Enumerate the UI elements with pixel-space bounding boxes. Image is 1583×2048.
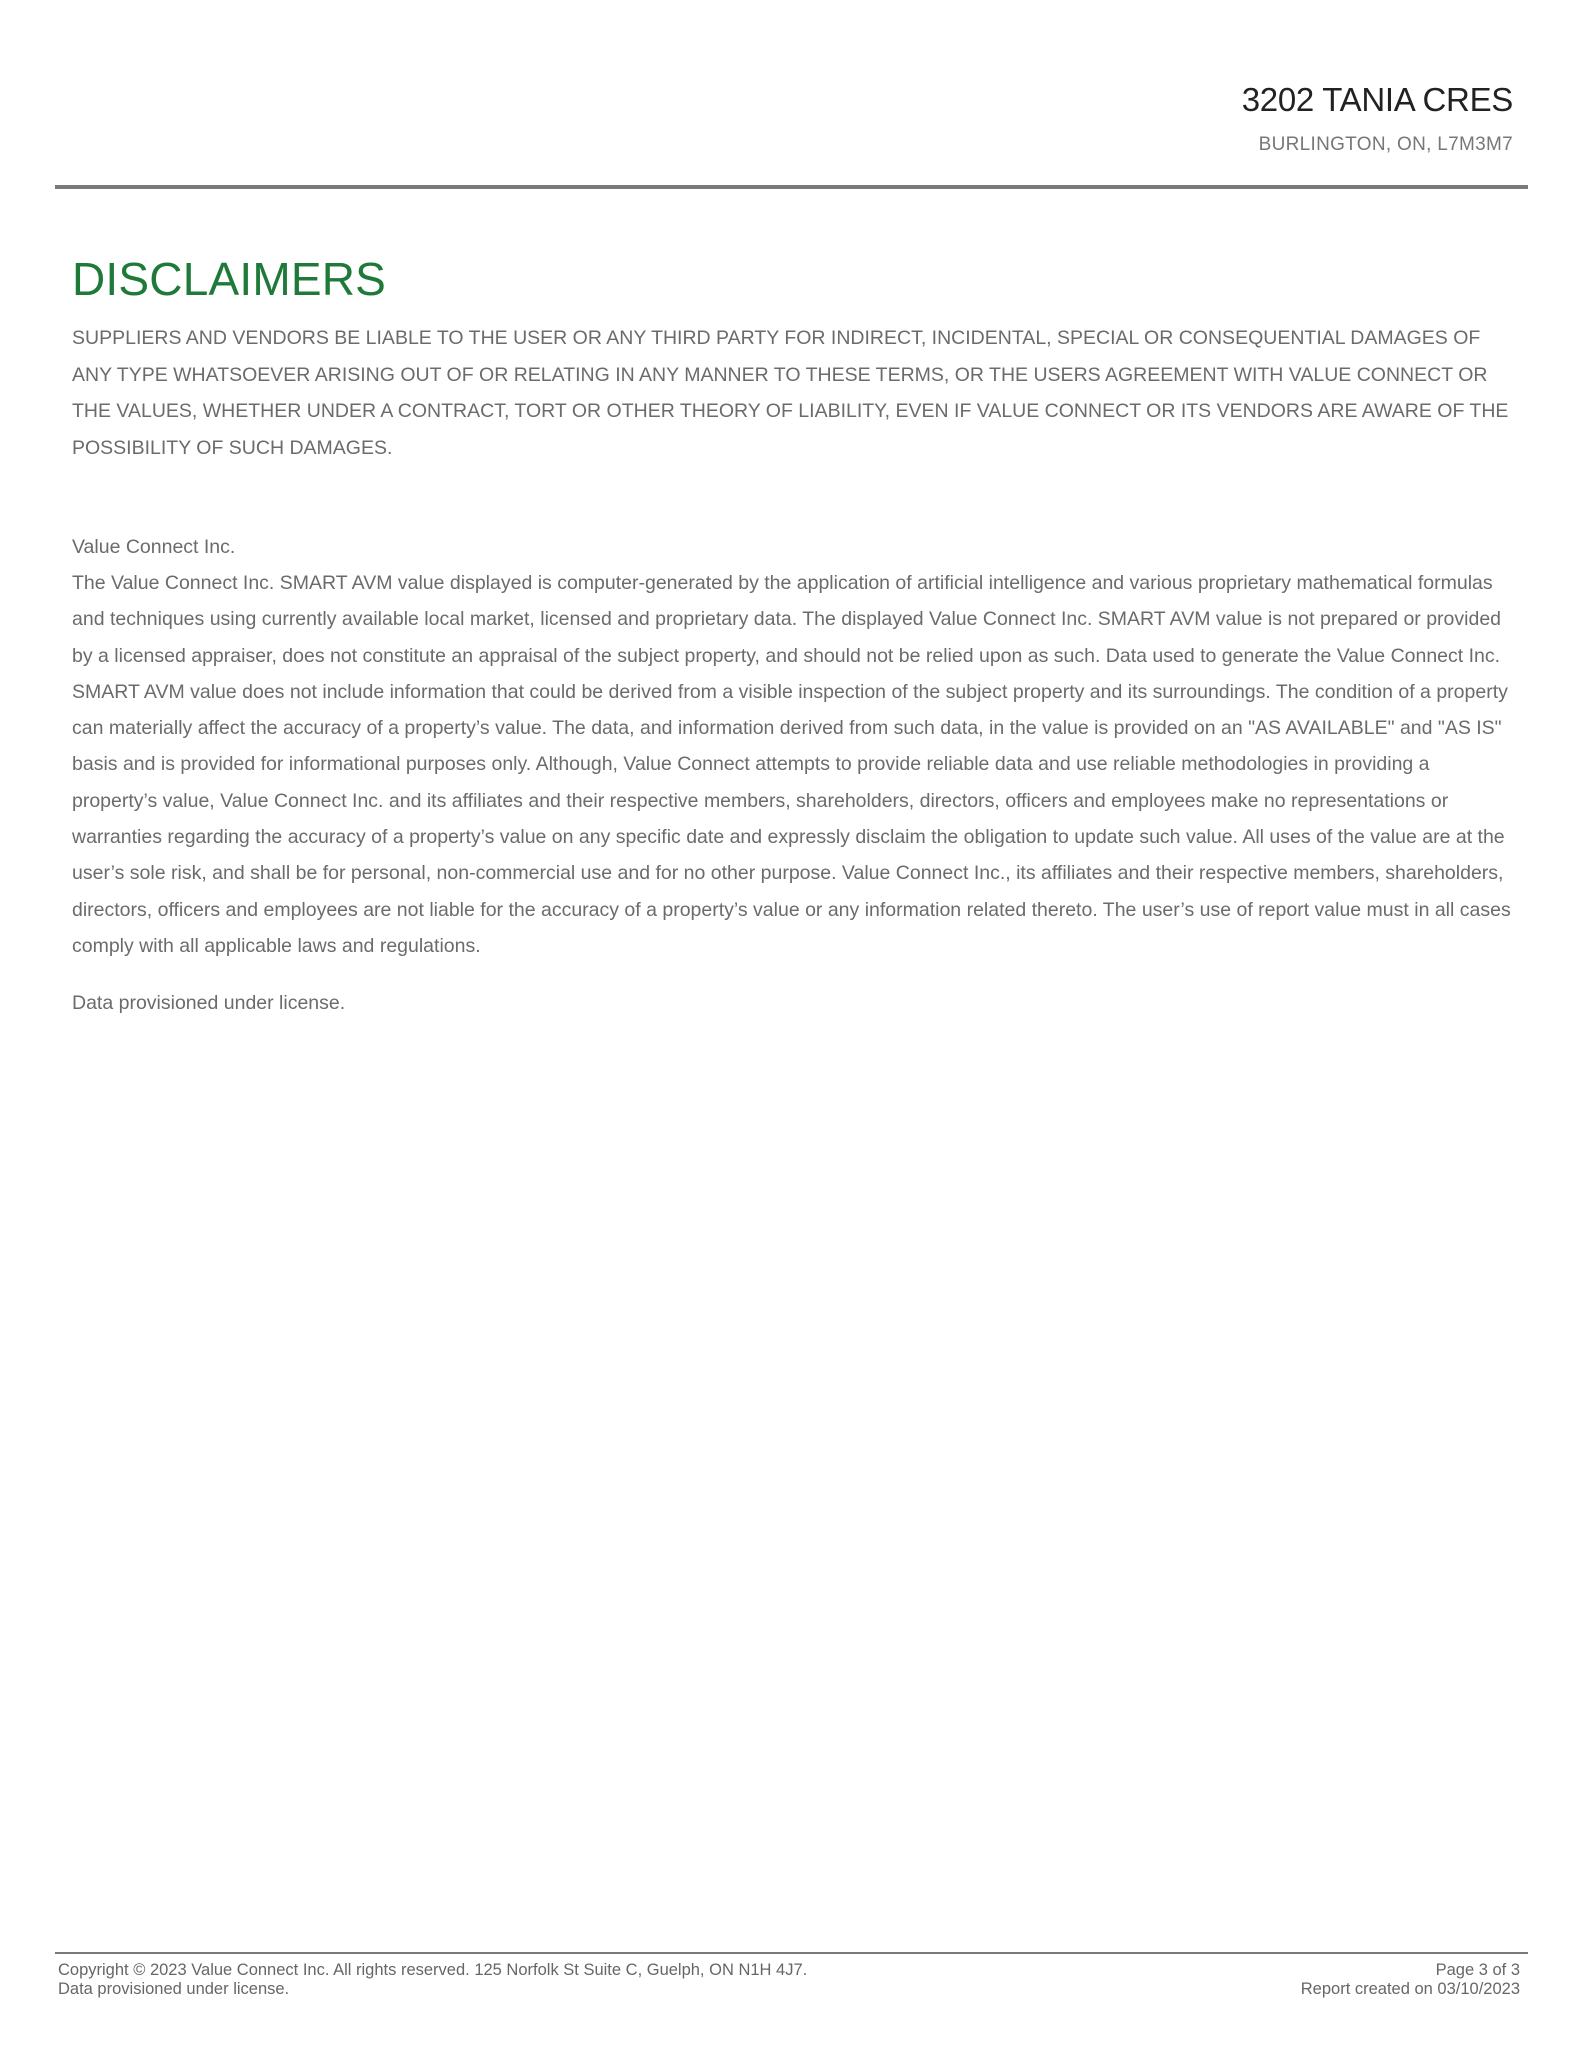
footer-license: Data provisioned under license. — [58, 1980, 290, 1998]
avm-disclaimer-paragraph: The Value Connect Inc. SMART AVM value displayed is computer-generated by the application of artificial intelligence and various proprietary mathematical formulas and techniques using currently available local market, licensed and proprietary data. The displayed Value Connect Inc. SMART AVM value is not prepared or provided by a licensed appraiser, does not constitute an appraisal of the subject property, and should not be relied upon as such. Data used to generate the Value Connect Inc. SMART AVM value does not include information that could be derived from a visible inspection of the subject property and its surroundings. The condition of a property can materially affect the accuracy of a property’s value. The data, and information derived from such data, in the value is provided on an "AS AVAILABLE" and "AS IS" basis and is provided for informational purposes only. Although, Value Connect attempts to provide reliable data and use reliable methodologies in providing a property’s value, Value Connect Inc. and its affiliates and their respective members, shareholders, directors, officers and employees make no representations or warranties regarding the accuracy of a property’s value on any specific date and expressly disclaim the obligation to update such value. All uses of the value are at the user’s sole risk, and shall be for personal, non-commercial use and for no other purpose. Value Connect Inc., its affiliates and their respective members, shareholders, directors, officers and employees are not liable for the accuracy of a property’s value or any information related thereto. The user’s use of report value must in all cases comply with all applicable laws and regulations. — [72, 572, 1511, 957]
page-number: Page 3 of 3 — [1435, 1961, 1520, 1979]
footer-left — [58, 1961, 807, 1999]
liability-paragraph: SUPPLIERS AND VENDORS BE LIABLE TO THE USER OR ANY THIRD PARTY FOR INDIRECT, INCIDENTAL, SPECIAL OR CONSEQUENTIAL DAMAGES OF ANY TYPE WHATSOEVER ARISING OUT OF OR RELATING IN ANY MANNER TO THESE TERMS, OR THE USERS AGREEMENT WITH VALUE CONNECT OR THE VALUES, WHETHER UNDER A CONTRACT, TORT OR OTHER THEORY OF LIABILITY, EVEN IF VALUE CONNECT OR ITS VENDORS ARE AWARE OF THE POSSIBILITY OF SUCH DAMAGES. — [72, 327, 1509, 459]
property-header — [1242, 78, 1513, 156]
company-name: Value Connect Inc. — [72, 536, 236, 558]
license-note: Data provisioned under license. — [72, 992, 346, 1015]
property-address: 3202 TANIA CRES — [1241, 81, 1513, 118]
report-date: Report created on 03/10/2023 — [1300, 1980, 1520, 1998]
footer-divider — [55, 1952, 1528, 1954]
footer-right — [1301, 1961, 1520, 1999]
section-title: DISCLAIMERS — [72, 253, 387, 305]
property-locality: BURLINGTON, ON, L7M3M7 — [1258, 134, 1513, 155]
header-divider — [55, 185, 1528, 189]
footer-copyright: Copyright © 2023 Value Connect Inc. All rights reserved. 125 Norfolk St Suite C, Guelph, ON N1H 4J7. — [58, 1961, 808, 1979]
disclaimers-section — [72, 250, 1512, 1021]
